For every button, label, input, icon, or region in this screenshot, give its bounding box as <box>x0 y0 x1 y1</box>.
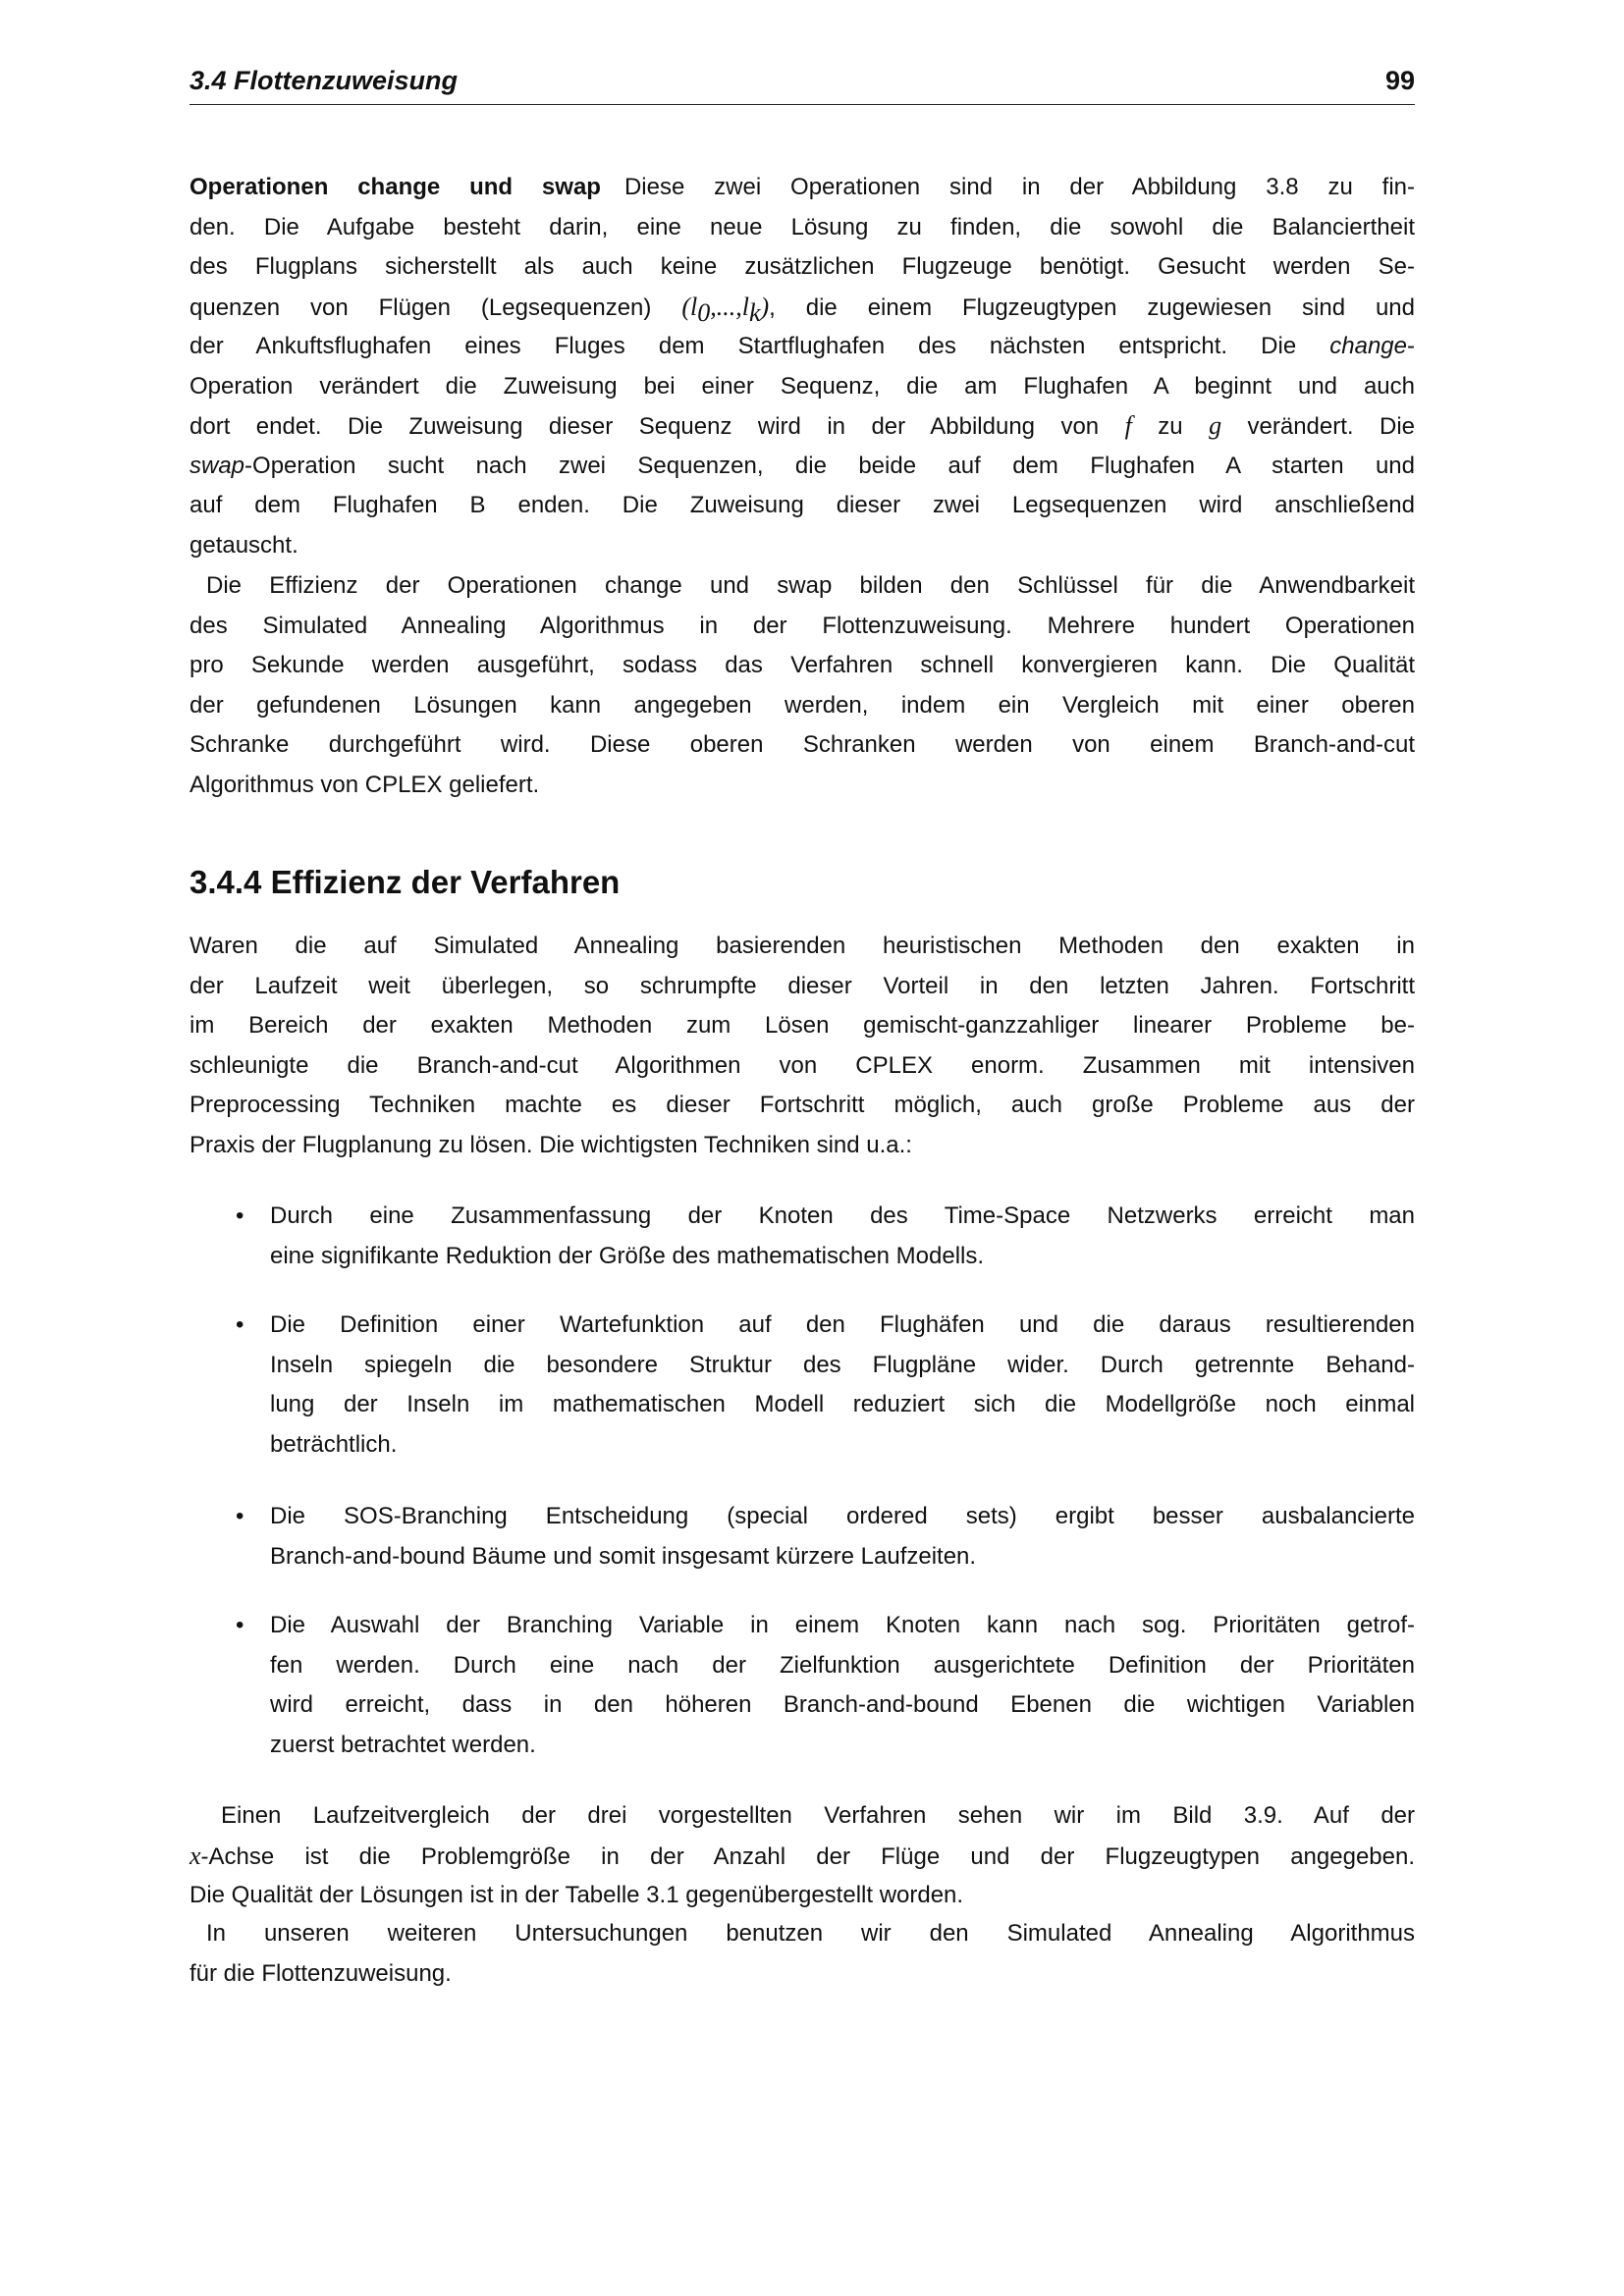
paragraph-line: des Flugplans sicherstellt als auch keine zusätzlichen Flugzeuge benötigt. Gesucht werden Se- <box>189 253 1415 280</box>
header-rule <box>189 104 1415 105</box>
text-run: quenzen von Flügen (Legsequenzen) <box>189 294 682 321</box>
bullet-icon: • <box>236 1202 244 1229</box>
paragraph-line <box>189 447 1415 486</box>
paragraph-line: getauscht. <box>189 531 298 559</box>
list-item-line: eine signifikante Reduktion der Größe des mathematischen Modells. <box>270 1242 985 1269</box>
paragraph-line <box>189 168 1415 207</box>
list-item-line: fen werden. Durch eine nach der Zielfunktion ausgerichtete Definition der Prioritäten <box>270 1651 1415 1679</box>
paragraph-line: auf dem Flughafen B enden. Die Zuweisung dieser zwei Legsequenzen wird anschließend <box>189 492 1415 518</box>
text-run: zu <box>1131 413 1210 440</box>
text-run: -Achse ist die Problemgröße in der Anzahl der Flüge und der Flugzeugtypen angegeben. <box>200 1842 1415 1870</box>
text-run: Diese zwei Operationen sind in der Abbildung 3.8 zu fin- <box>600 174 1415 200</box>
paragraph-line <box>189 288 1415 327</box>
text-run: - <box>1407 333 1415 359</box>
list-item-line: Inseln spiegeln die besondere Struktur des Flugpläne wider. Durch getrennte Behand- <box>270 1351 1415 1378</box>
paragraph-line: Die Effizienz der Operationen change und swap bilden den Schlüssel für die Anwendbarkeit <box>206 572 1415 599</box>
paragraph-line: pro Sekunde werden ausgeführt, sodass das Verfahren schnell konvergieren kann. Die Qualität <box>189 652 1415 678</box>
emphasis: change <box>1329 333 1407 359</box>
paragraph-line <box>189 1837 1415 1876</box>
paragraph-line: Praxis der Flugplanung zu lösen. Die wichtigsten Techniken sind u.a.: <box>189 1131 912 1158</box>
list-item-line: beträchtlich. <box>270 1430 398 1458</box>
paragraph-line: der Laufzeit weit überlegen, so schrumpfte dieser Vorteil in den letzten Jahren. Fortschritt <box>189 972 1415 999</box>
math: f <box>1124 411 1132 440</box>
run-in-heading: Operationen change und swap <box>189 174 601 200</box>
paragraph-line: schleunigte die Branch-and-cut Algorithmen von CPLEX enorm. Zusammen mit intensiven <box>189 1051 1415 1079</box>
running-header-title: 3.4 Flottenzuweisung <box>189 66 459 95</box>
math: x <box>189 1841 201 1870</box>
text-run: verändert. Die <box>1221 413 1416 440</box>
list-item-line: wird erreicht, dass in den höheren Branch-and-bound Ebenen die wichtigen Variablen <box>270 1691 1415 1718</box>
paragraph-line: Schranke durchgeführt wird. Diese oberen Schranken werden von einem Branch-and-cut <box>189 731 1415 758</box>
paragraph-line <box>189 327 1415 366</box>
paragraph-line: im Bereich der exakten Methoden zum Lösen gemischt-ganzzahliger linearer Probleme be- <box>189 1012 1415 1039</box>
paragraph-line: Die Qualität der Lösungen ist in der Tabelle 3.1 gegenübergestellt worden. <box>189 1882 964 1908</box>
math: ) <box>760 292 770 321</box>
bullet-icon: • <box>236 1503 244 1529</box>
math: (l <box>681 292 698 321</box>
text-run: , die einem Flugzeugtypen zugewiesen sind und <box>769 294 1415 321</box>
list-item-line: Die Definition einer Wartefunktion auf den Flughäfen und die daraus resultierenden <box>270 1311 1415 1338</box>
bullet-icon: • <box>236 1311 244 1338</box>
math: 0 <box>697 297 711 327</box>
paragraph-line: für die Flottenzuweisung. <box>189 1959 452 1987</box>
bullet-icon: • <box>236 1612 244 1638</box>
text-run: -Operation sucht nach zwei Sequenzen, die beide auf dem Flughafen A starten und <box>244 452 1415 479</box>
list-item-line: zuerst betrachtet werden. <box>270 1731 536 1758</box>
text-run: der Ankuftsflughafen eines Fluges dem Startflughafen des nächsten entspricht. Die <box>189 333 1330 359</box>
paragraph-line: der gefundenen Lösungen kann angegeben werden, indem ein Vergleich mit einer oberen <box>189 691 1415 719</box>
section-heading: 3.4.4 Effizienz der Verfahren <box>189 864 621 900</box>
paragraph-line <box>189 406 1415 446</box>
list-item-line: Branch-and-bound Bäume und somit insgesamt kürzere Laufzeiten. <box>270 1542 977 1570</box>
list-item-line: Durch eine Zusammenfassung der Knoten des Time-Space Netzwerks erreicht man <box>270 1202 1415 1229</box>
paragraph-line: Einen Laufzeitvergleich der drei vorgestellten Verfahren sehen wir im Bild 3.9. Auf der <box>221 1802 1415 1829</box>
list-item-line: lung der Inseln im mathematischen Modell reduziert sich die Modellgröße noch einmal <box>270 1391 1415 1417</box>
list-item-line: Die Auswahl der Branching Variable in einem Knoten kann nach sog. Prioritäten getrof- <box>270 1612 1415 1638</box>
text-run: dort endet. Die Zuweisung dieser Sequenz wird in der Abbildung von <box>189 413 1125 440</box>
emphasis: swap <box>189 452 245 479</box>
paragraph-line: Waren die auf Simulated Annealing basierenden heuristischen Methoden den exakten in <box>189 933 1415 959</box>
paragraph-line: des Simulated Annealing Algorithmus in der Flottenzuweisung. Mehrere hundert Operationen <box>189 612 1415 639</box>
math: ,...,l <box>710 292 749 321</box>
math: k <box>748 297 761 327</box>
page-number: 99 <box>1384 66 1415 95</box>
math: g <box>1209 411 1222 440</box>
paragraph-line: Preprocessing Techniken machte es dieser Fortschritt möglich, auch große Probleme aus der <box>189 1092 1415 1118</box>
paragraph-line: In unseren weiteren Untersuchungen benutzen wir den Simulated Annealing Algorithmus <box>206 1920 1415 1947</box>
paragraph-line: den. Die Aufgabe besteht darin, eine neue Lösung zu finden, die sowohl die Balanciertheit <box>189 213 1415 240</box>
paragraph-line: Algorithmus von CPLEX geliefert. <box>189 771 540 798</box>
list-item-line: Die SOS-Branching Entscheidung (special ordered sets) ergibt besser ausbalancierte <box>270 1503 1415 1529</box>
paragraph-line: Operation verändert die Zuweisung bei einer Sequenz, die am Flughafen A beginnt und auch <box>189 372 1415 400</box>
